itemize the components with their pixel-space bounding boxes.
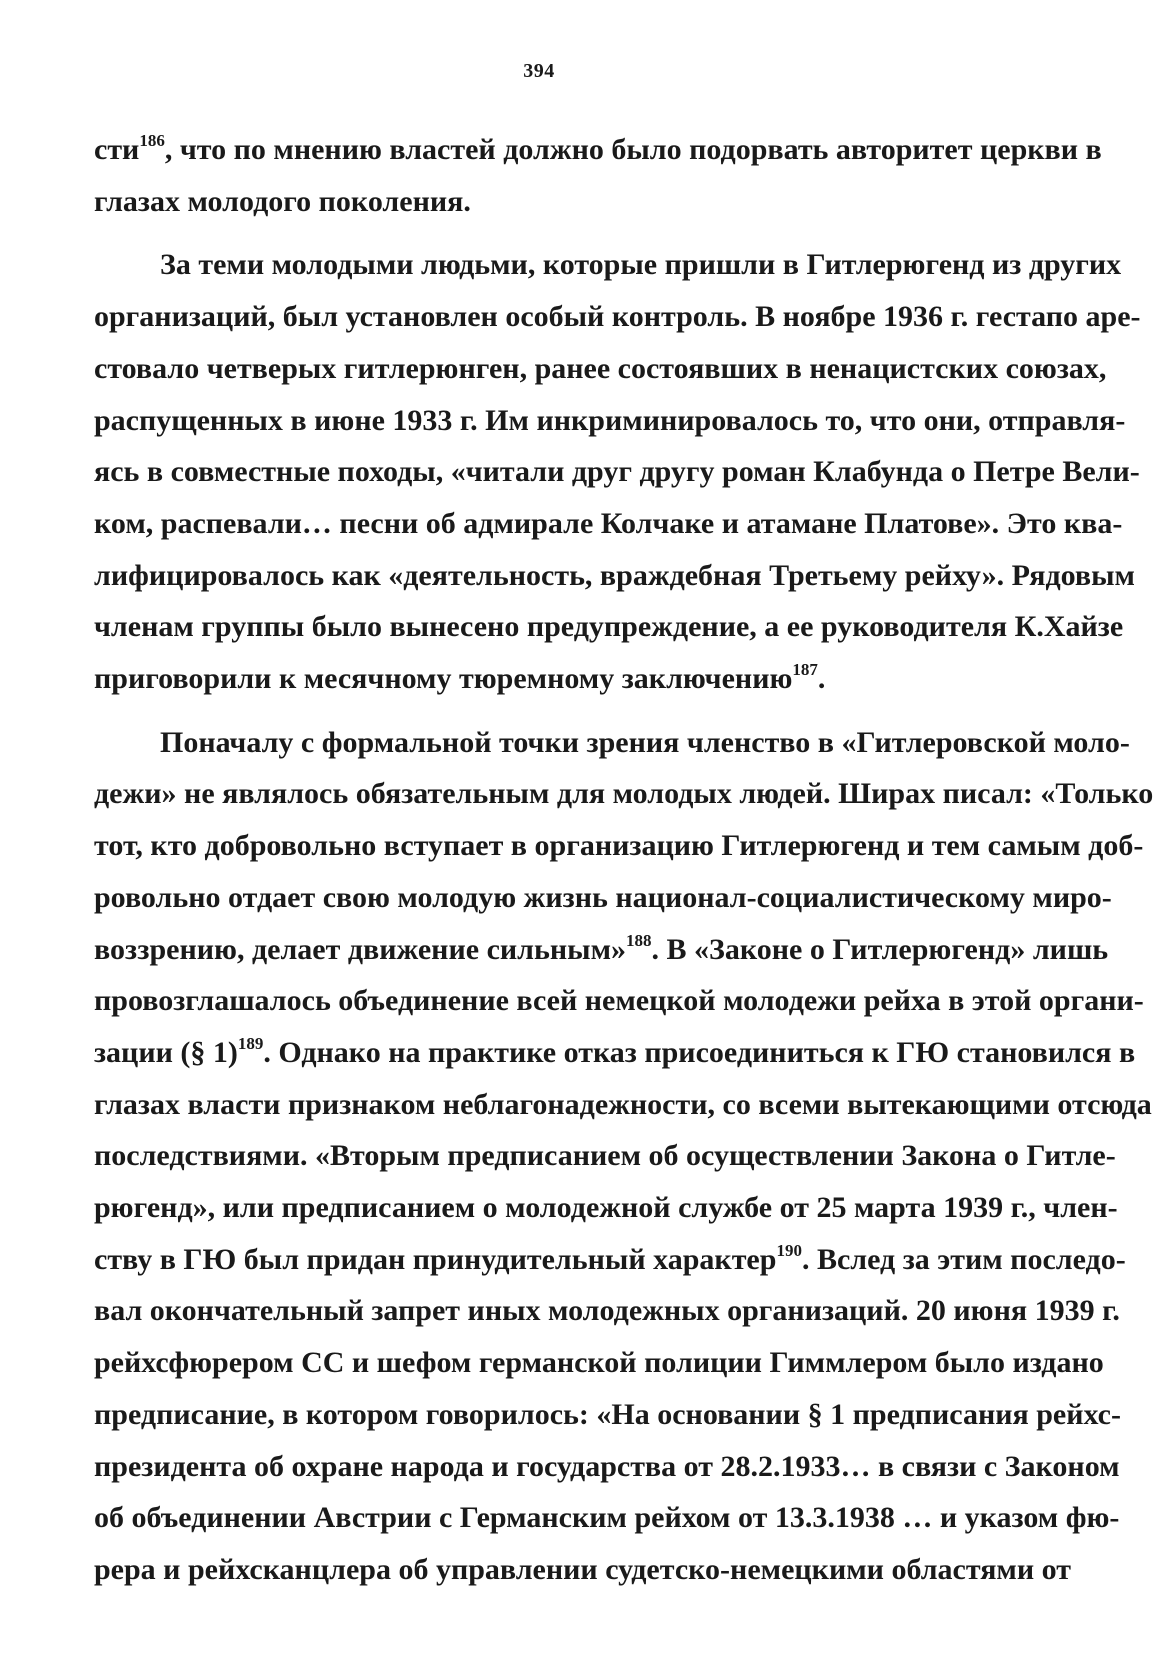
text-run: . Однако на практике отказ присоединиться к ГЮ становился в <box>263 1035 1136 1069</box>
text-run: зации (§ 1) <box>94 1035 238 1069</box>
text-line <box>94 1285 1120 1337</box>
text-run: ком, распевали… песни об адмирале Колчаке и атамане Платове». Это ква- <box>94 506 1123 540</box>
text-run: рюгенд», или предписанием о молодежной службе от 25 марта 1939 г., член- <box>94 1191 1118 1225</box>
text-line <box>94 124 1102 176</box>
text-run: ровольно отдает свою молодую жизнь национал-социалистическому миро- <box>94 880 1112 914</box>
text-line <box>94 550 1135 602</box>
text-run: . В «Законе о Гитлерюгенд» лишь <box>651 932 1109 966</box>
text-run: президента об охране народа и государства от 28.2.1933… в связи с Законом <box>94 1449 1120 1483</box>
body-text <box>94 124 1153 1596</box>
text-run: глазах власти признаком неблагонадежности, со всеми вытекающими отсюда <box>94 1087 1152 1121</box>
text-line <box>94 1027 1136 1079</box>
text-run: об объединении Австрии с Германским рейхом от 13.3.1938 … и указом фю- <box>94 1501 1120 1535</box>
paragraph <box>94 717 1153 1596</box>
text-run: лифицировалось как «деятельность, враждебная Третьему рейху». Рядовым <box>94 558 1135 592</box>
text-line <box>94 1389 1121 1441</box>
text-line <box>94 176 976 228</box>
text-run: рера и рейхсканцлера об управлении судетско-немецкими областями от <box>94 1552 1071 1586</box>
text-line <box>94 498 1123 550</box>
text-line <box>94 768 1153 820</box>
text-line <box>94 653 976 705</box>
footnote-marker[interactable]: 186 <box>139 131 165 150</box>
text-line <box>94 1441 1120 1493</box>
text-line <box>94 291 1141 343</box>
page-number: 394 <box>523 60 555 82</box>
text-run: провозглашалось объединение всей немецкой молодежи рейха в этой органи- <box>94 984 1144 1018</box>
text-line <box>94 446 1140 498</box>
text-run: стовало четверых гитлерюнген, ранее состоявших в ненацистских союзах, <box>94 351 1107 385</box>
text-line <box>94 1492 1120 1544</box>
text-run: сти <box>94 133 140 166</box>
text-line <box>94 1337 1104 1389</box>
text-run: приговорили к месячному тюремному заключению <box>94 662 793 696</box>
text-run: За теми молодыми людьми, которые пришли в Гитлерюгенд из других <box>160 248 1122 282</box>
text-run: . <box>817 662 826 696</box>
text-line <box>94 975 1144 1027</box>
text-run: , что по мнению властей должно было подорвать авторитет церкви в <box>164 133 1102 166</box>
text-run: ству в ГЮ был придан принудительный характер <box>94 1242 777 1276</box>
text-run: последствиями. «Вторым предписанием об осуществлении Закона о Гитле- <box>94 1139 1116 1173</box>
text-run: . Вслед за этим последо- <box>801 1242 1126 1276</box>
text-run: глазах молодого поколения. <box>94 184 471 218</box>
text-run: ясь в совместные походы, «читали друг другу роман Клабунда о Петре Вели- <box>94 455 1140 489</box>
footnote-marker[interactable]: 189 <box>237 1033 264 1053</box>
paragraph <box>94 124 1102 227</box>
text-line <box>94 1079 1152 1131</box>
text-line <box>94 924 1109 976</box>
text-line <box>94 820 1144 872</box>
text-run: предписание, в котором говорилось: «На основании § 1 предписания рейхс- <box>94 1397 1121 1431</box>
text-line <box>94 717 1130 769</box>
text-line <box>94 395 1126 447</box>
footnote-marker[interactable]: 190 <box>776 1240 802 1260</box>
text-run: тот, кто добровольно вступает в организацию Гитлерюгенд и тем самым доб- <box>94 829 1144 863</box>
text-run: Поначалу с формальной точки зрения членство в «Гитлеровской моло- <box>160 725 1130 759</box>
paragraph <box>94 239 1141 704</box>
text-run: вал окончательный запрет иных молодежных организаций. 20 июня 1939 г. <box>94 1294 1120 1328</box>
text-line <box>94 239 1122 291</box>
text-line <box>94 1130 1116 1182</box>
text-line <box>94 1544 1071 1596</box>
text-line <box>94 1234 1126 1286</box>
text-run: членам группы было вынесено предупреждение, а ее руководителя К.Хайзе <box>94 610 1124 644</box>
text-run: воззрению, делает движение сильным» <box>94 932 627 966</box>
text-run: рейхсфюрером СС и шефом германской полиции Гиммлером было издано <box>94 1346 1104 1380</box>
text-line <box>94 343 1107 395</box>
text-run: дежи» не являлось обязательным для молодых людей. Ширах писал: «Только <box>94 777 1153 811</box>
footnote-marker[interactable]: 187 <box>792 660 818 680</box>
footnote-marker[interactable]: 188 <box>626 930 652 950</box>
text-line <box>94 872 1112 924</box>
text-run: распущенных в июне 1933 г. Им инкриминировалось то, что они, отправля- <box>94 403 1126 437</box>
text-run: организаций, был установлен особый контроль. В ноябре 1936 г. гестапо аре- <box>94 300 1141 334</box>
text-line <box>94 601 1124 653</box>
text-line <box>94 1182 1118 1234</box>
